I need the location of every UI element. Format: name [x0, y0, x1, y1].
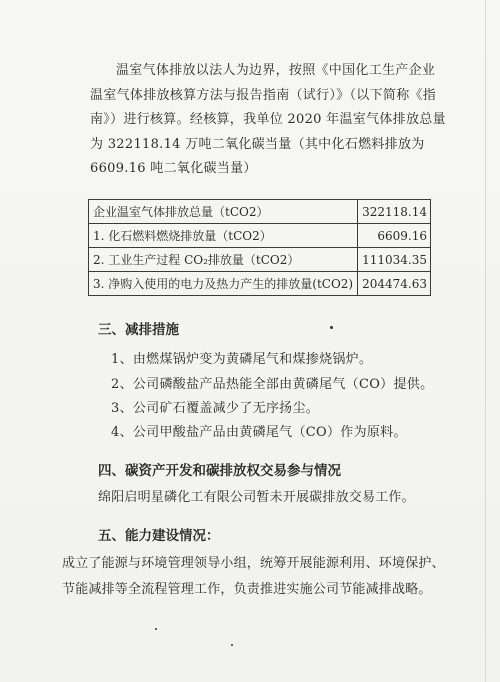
row-label: 3. 净购入使用的电力及热力产生的排放量(tCO2) [89, 272, 358, 296]
table-row [89, 224, 431, 248]
intro-line: 南》）进行核算。经核算，我单位 2020 年温室气体排放总量 [90, 112, 446, 127]
row-label: 1. 化石燃料燃烧排放量（tCO2） [89, 224, 358, 248]
table-row [89, 272, 431, 296]
list-item: 3、公司矿石覆盖减少了无序扬尘。 [111, 401, 320, 416]
row-value: 204474.63 [358, 272, 431, 296]
row-value: 111034.35 [358, 248, 431, 272]
row-label: 企业温室气体排放总量（tCO2） [89, 200, 358, 224]
page-edge [485, 0, 486, 682]
table-row [89, 200, 431, 224]
section4-heading: 四、碳资产开发和碳排放权交易参与情况 [98, 463, 341, 479]
emissions-table [88, 199, 431, 296]
intro-paragraph [90, 59, 446, 182]
list-item: 2、公司磷酸盐产品热能全部由黄磷尾气（CO）提供。 [111, 377, 434, 392]
section5-line: 节能减排等全流程管理工作，负责推进实施公司节能减排战略。 [62, 582, 432, 597]
row-label: 2. 工业生产过程 CO₂排放量（tCO2） [89, 248, 358, 272]
intro-line: 温室气体排放核算方法与报告指南（试行）》（以下简称《指 [90, 87, 437, 103]
intro-line: 温室气体排放以法人为边界，按照《中国化工生产企业 [116, 63, 436, 78]
ink-speck [231, 644, 233, 646]
intro-line: 为 322118.14 万吨二氧化碳当量（其中化石燃料排放为 [90, 136, 425, 152]
section4-text: 绵阳启明星磷化工有限公司暂未开展碳排放交易工作。 [98, 490, 415, 505]
row-value: 322118.14 [358, 200, 431, 224]
section3-heading: 三、减排措施 [98, 322, 179, 338]
ink-speck [155, 628, 157, 630]
list-item: 4、公司甲酸盐产品由黄磷尾气（CO）作为原料。 [111, 425, 407, 440]
intro-line: 6609.16 吨二氧化碳当量） [90, 161, 257, 176]
section5-line: 成立了能源与环境管理领导小组，统筹开展能源利用、环境保护、 [62, 556, 445, 571]
list-item: 1、由燃煤锅炉变为黄磷尾气和煤掺烧锅炉。 [111, 352, 373, 367]
section5-heading: 五、能力建设情况： [98, 528, 220, 544]
table-row [89, 248, 431, 272]
row-value: 6609.16 [358, 224, 431, 248]
ink-speck [330, 326, 333, 329]
